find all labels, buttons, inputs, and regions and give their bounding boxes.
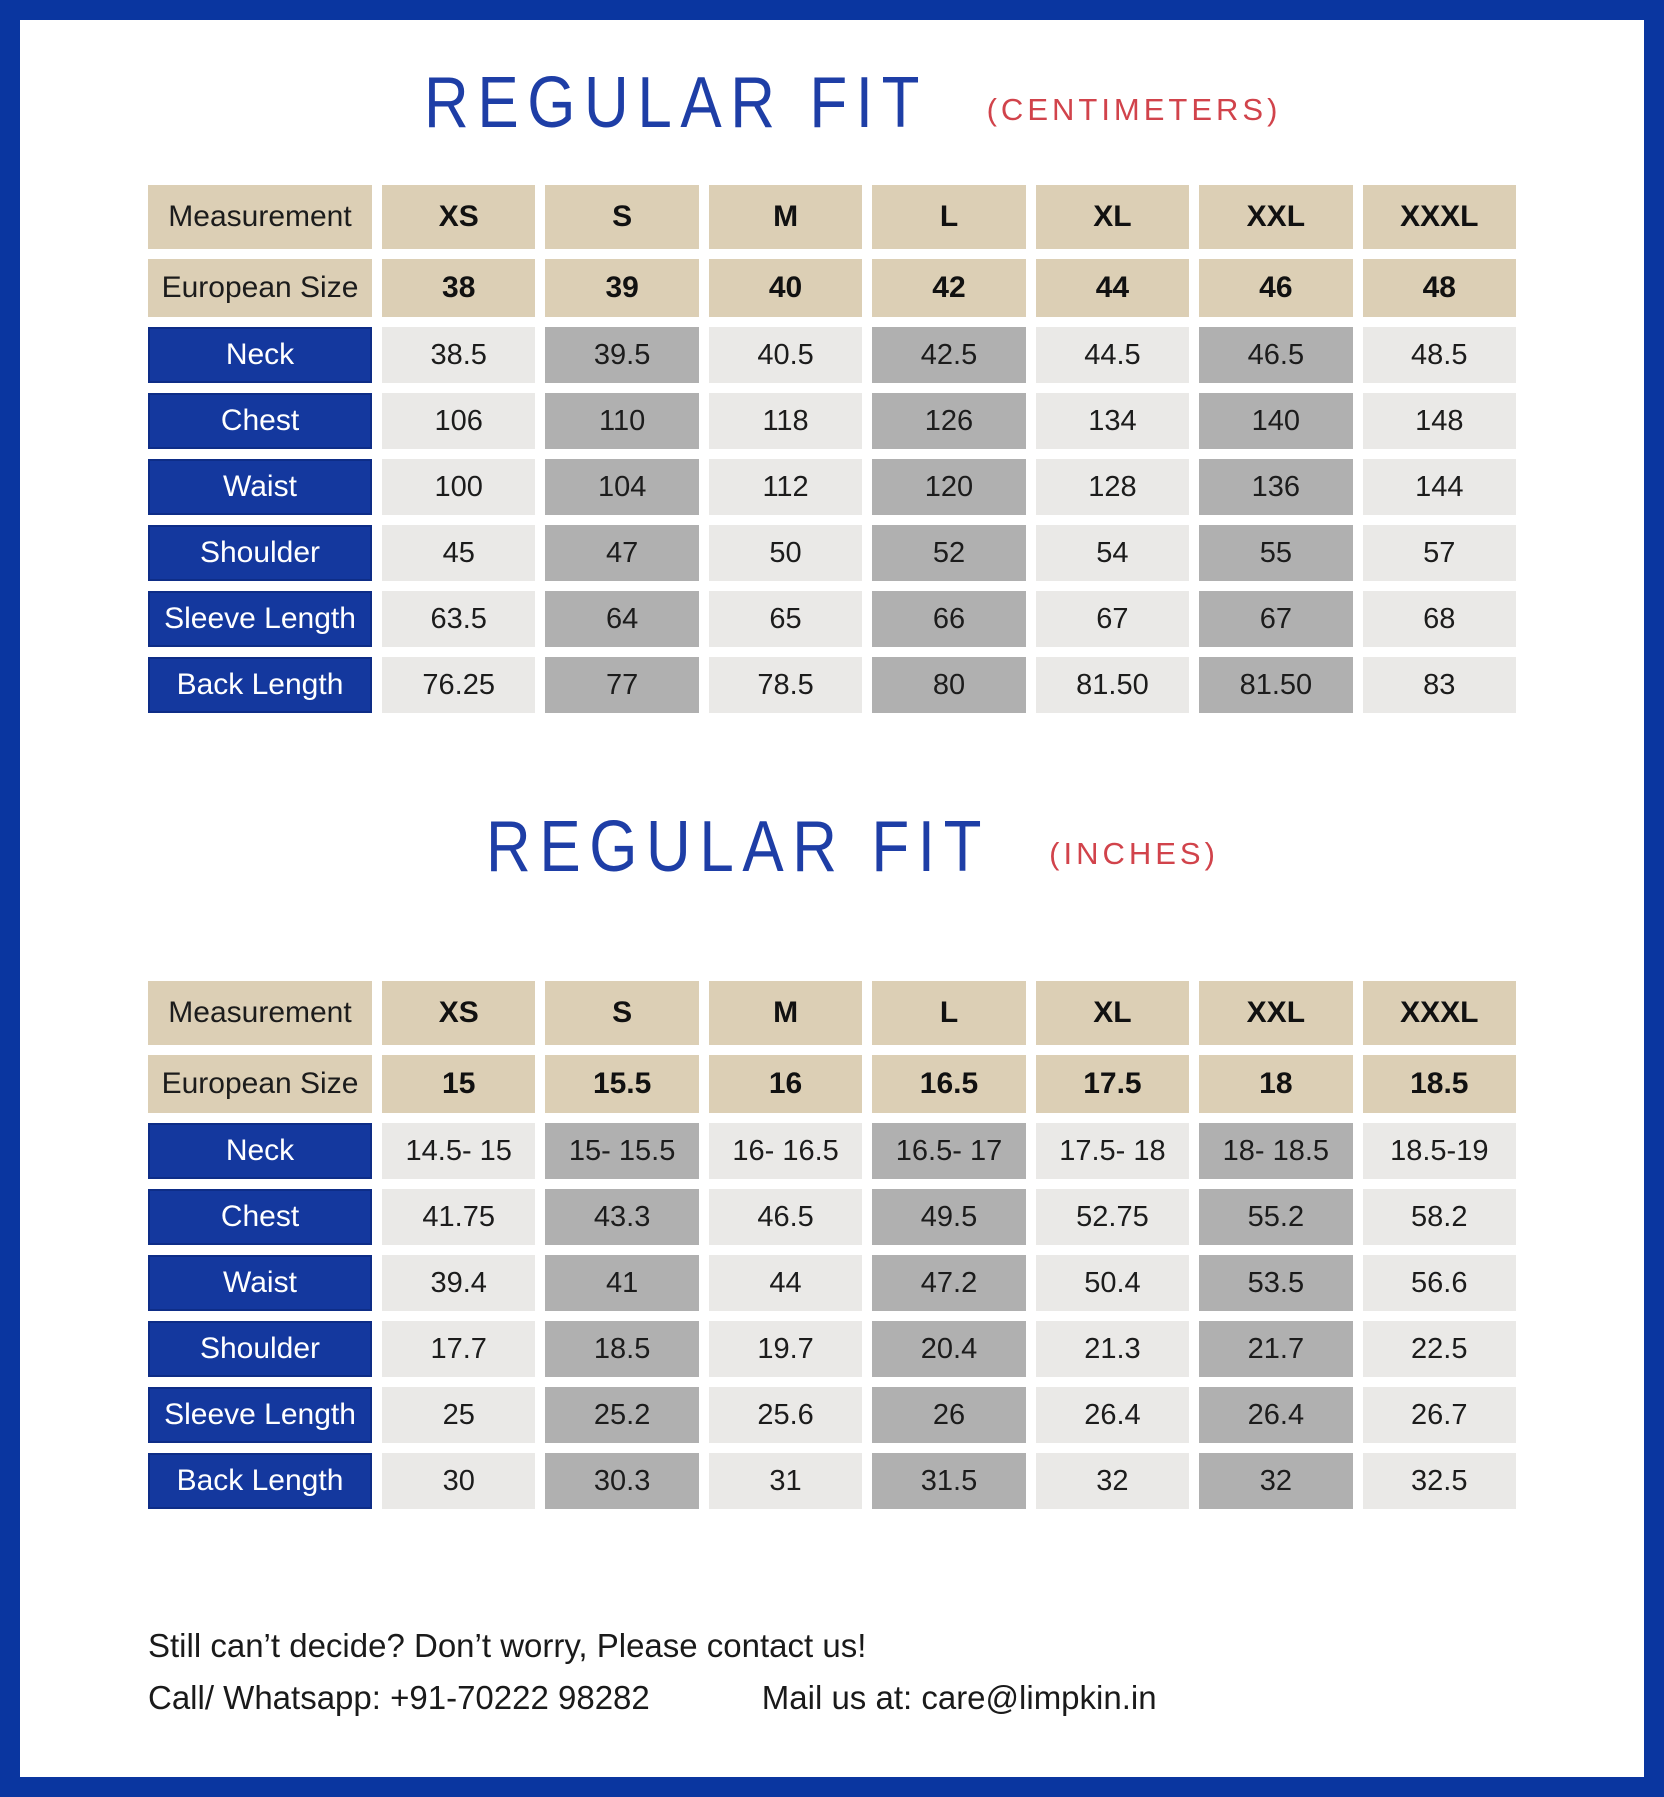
size-column-header: L <box>872 981 1025 1045</box>
measurement-row-label: Shoulder <box>148 1321 372 1377</box>
size-column-header: XS <box>382 981 535 1045</box>
measurement-value-cell: 47.2 <box>872 1255 1025 1311</box>
measurement-value-cell: 38.5 <box>382 327 535 383</box>
measurement-value-cell: 136 <box>1199 459 1352 515</box>
measurement-row-label: Chest <box>148 393 372 449</box>
measurement-value-cell: 58.2 <box>1363 1189 1516 1245</box>
measurement-value-cell: 134 <box>1036 393 1189 449</box>
measurement-value-cell: 39.4 <box>382 1255 535 1311</box>
measurement-value-cell: 26.4 <box>1036 1387 1189 1443</box>
measurement-value-cell: 14.5- 15 <box>382 1123 535 1179</box>
measurement-value-cell: 26.4 <box>1199 1387 1352 1443</box>
measurement-value-cell: 19.7 <box>709 1321 862 1377</box>
measurement-value-cell: 128 <box>1036 459 1189 515</box>
measurement-value-cell: 17.7 <box>382 1321 535 1377</box>
european-size-value: 40 <box>709 259 862 317</box>
inches-size-table <box>148 981 1516 1509</box>
measurement-column-header: Measurement <box>148 185 372 249</box>
european-size-value: 44 <box>1036 259 1189 317</box>
cm-table-unit-label: (CENTIMETERS) <box>986 91 1282 127</box>
measurement-value-cell: 54 <box>1036 525 1189 581</box>
measurement-value-cell: 43.3 <box>545 1189 698 1245</box>
measurement-value-cell: 67 <box>1199 591 1352 647</box>
measurement-value-cell: 25.6 <box>709 1387 862 1443</box>
measurement-value-cell: 32.5 <box>1363 1453 1516 1509</box>
measurement-row-label: Back Length <box>148 657 372 713</box>
measurement-value-cell: 32 <box>1199 1453 1352 1509</box>
measurement-value-cell: 30.3 <box>545 1453 698 1509</box>
european-size-value: 42 <box>872 259 1025 317</box>
measurement-value-cell: 18.5 <box>545 1321 698 1377</box>
measurement-value-cell: 68 <box>1363 591 1516 647</box>
size-column-header: XXXL <box>1363 185 1516 249</box>
measurement-value-cell: 31 <box>709 1453 862 1509</box>
size-chart-page <box>20 20 1644 1717</box>
measurement-row-label: Sleeve Length <box>148 591 372 647</box>
measurement-column-header: Measurement <box>148 981 372 1045</box>
contact-email: Mail us at: care@limpkin.in <box>761 1679 1157 1716</box>
measurement-value-cell: 52.75 <box>1036 1189 1189 1245</box>
measurement-value-cell: 26.7 <box>1363 1387 1516 1443</box>
european-size-value: 16.5 <box>872 1055 1025 1113</box>
measurement-row-label: Neck <box>148 327 372 383</box>
measurement-value-cell: 47 <box>545 525 698 581</box>
contact-footer <box>148 1627 1516 1717</box>
measurement-value-cell: 118 <box>709 393 862 449</box>
measurement-value-cell: 32 <box>1036 1453 1189 1509</box>
measurement-value-cell: 16- 16.5 <box>709 1123 862 1179</box>
measurement-value-cell: 55.2 <box>1199 1189 1352 1245</box>
european-size-value: 15 <box>382 1055 535 1113</box>
contact-phone: Call/ Whatsapp: +91-70222 98282 <box>148 1679 650 1716</box>
cm-table-title: REGULAR FIT <box>423 62 928 143</box>
measurement-row-label: Shoulder <box>148 525 372 581</box>
measurement-value-cell: 64 <box>545 591 698 647</box>
measurement-value-cell: 20.4 <box>872 1321 1025 1377</box>
size-column-header: XXL <box>1199 185 1352 249</box>
measurement-value-cell: 46.5 <box>1199 327 1352 383</box>
size-column-header: M <box>709 981 862 1045</box>
european-size-value: 39 <box>545 259 698 317</box>
measurement-value-cell: 39.5 <box>545 327 698 383</box>
european-size-row-label: European Size <box>148 1055 372 1113</box>
size-column-header: XS <box>382 185 535 249</box>
measurement-value-cell: 80 <box>872 657 1025 713</box>
measurement-value-cell: 40.5 <box>709 327 862 383</box>
measurement-row-label: Waist <box>148 459 372 515</box>
european-size-value: 15.5 <box>545 1055 698 1113</box>
measurement-value-cell: 26 <box>872 1387 1025 1443</box>
measurement-value-cell: 50 <box>709 525 862 581</box>
measurement-value-cell: 76.25 <box>382 657 535 713</box>
measurement-value-cell: 44.5 <box>1036 327 1189 383</box>
measurement-value-cell: 66 <box>872 591 1025 647</box>
european-size-value: 17.5 <box>1036 1055 1189 1113</box>
measurement-value-cell: 57 <box>1363 525 1516 581</box>
measurement-value-cell: 18- 18.5 <box>1199 1123 1352 1179</box>
cm-size-table <box>148 185 1516 713</box>
size-column-header: XL <box>1036 185 1189 249</box>
inches-table-unit-label: (INCHES) <box>1049 836 1219 871</box>
size-column-header: S <box>545 185 698 249</box>
measurement-value-cell: 77 <box>545 657 698 713</box>
measurement-value-cell: 25 <box>382 1387 535 1443</box>
size-column-header: XXXL <box>1363 981 1516 1045</box>
measurement-value-cell: 45 <box>382 525 535 581</box>
measurement-value-cell: 25.2 <box>545 1387 698 1443</box>
measurement-value-cell: 18.5-19 <box>1363 1123 1516 1179</box>
measurement-value-cell: 106 <box>382 393 535 449</box>
measurement-value-cell: 100 <box>382 459 535 515</box>
measurement-value-cell: 30 <box>382 1453 535 1509</box>
measurement-value-cell: 65 <box>709 591 862 647</box>
measurement-value-cell: 41.75 <box>382 1189 535 1245</box>
measurement-value-cell: 21.7 <box>1199 1321 1352 1377</box>
inches-table-title: REGULAR FIT <box>486 807 991 887</box>
measurement-value-cell: 56.6 <box>1363 1255 1516 1311</box>
european-size-row-label: European Size <box>148 259 372 317</box>
measurement-row-label: Back Length <box>148 1453 372 1509</box>
contact-message: Still can’t decide? Don’t worry, Please contact us! <box>148 1627 867 1664</box>
measurement-value-cell: 53.5 <box>1199 1255 1352 1311</box>
measurement-value-cell: 48.5 <box>1363 327 1516 383</box>
measurement-value-cell: 104 <box>545 459 698 515</box>
measurement-row-label: Waist <box>148 1255 372 1311</box>
measurement-row-label: Chest <box>148 1189 372 1245</box>
size-column-header: XXL <box>1199 981 1352 1045</box>
measurement-value-cell: 63.5 <box>382 591 535 647</box>
measurement-value-cell: 50.4 <box>1036 1255 1189 1311</box>
european-size-value: 18.5 <box>1363 1055 1516 1113</box>
measurement-value-cell: 31.5 <box>872 1453 1025 1509</box>
measurement-value-cell: 44 <box>709 1255 862 1311</box>
measurement-value-cell: 81.50 <box>1036 657 1189 713</box>
measurement-value-cell: 140 <box>1199 393 1352 449</box>
measurement-value-cell: 52 <box>872 525 1025 581</box>
measurement-value-cell: 120 <box>872 459 1025 515</box>
cm-table-title-block <box>148 20 1516 185</box>
size-column-header: M <box>709 185 862 249</box>
measurement-value-cell: 67 <box>1036 591 1189 647</box>
european-size-value: 16 <box>709 1055 862 1113</box>
measurement-value-cell: 81.50 <box>1199 657 1352 713</box>
measurement-value-cell: 49.5 <box>872 1189 1025 1245</box>
european-size-value: 18 <box>1199 1055 1352 1113</box>
measurement-value-cell: 112 <box>709 459 862 515</box>
measurement-value-cell: 148 <box>1363 393 1516 449</box>
size-column-header: S <box>545 981 698 1045</box>
measurement-value-cell: 126 <box>872 393 1025 449</box>
size-column-header: L <box>872 185 1025 249</box>
measurement-value-cell: 42.5 <box>872 327 1025 383</box>
measurement-value-cell: 46.5 <box>709 1189 862 1245</box>
measurement-value-cell: 22.5 <box>1363 1321 1516 1377</box>
measurement-value-cell: 17.5- 18 <box>1036 1123 1189 1179</box>
european-size-value: 46 <box>1199 259 1352 317</box>
inches-table-title-block <box>148 713 1516 981</box>
european-size-value: 38 <box>382 259 535 317</box>
measurement-value-cell: 16.5- 17 <box>872 1123 1025 1179</box>
measurement-value-cell: 144 <box>1363 459 1516 515</box>
measurement-value-cell: 41 <box>545 1255 698 1311</box>
size-column-header: XL <box>1036 981 1189 1045</box>
measurement-row-label: Neck <box>148 1123 372 1179</box>
measurement-value-cell: 55 <box>1199 525 1352 581</box>
measurement-value-cell: 21.3 <box>1036 1321 1189 1377</box>
measurement-row-label: Sleeve Length <box>148 1387 372 1443</box>
measurement-value-cell: 110 <box>545 393 698 449</box>
measurement-value-cell: 15- 15.5 <box>545 1123 698 1179</box>
measurement-value-cell: 78.5 <box>709 657 862 713</box>
measurement-value-cell: 83 <box>1363 657 1516 713</box>
european-size-value: 48 <box>1363 259 1516 317</box>
contact-details <box>148 1679 1516 1717</box>
